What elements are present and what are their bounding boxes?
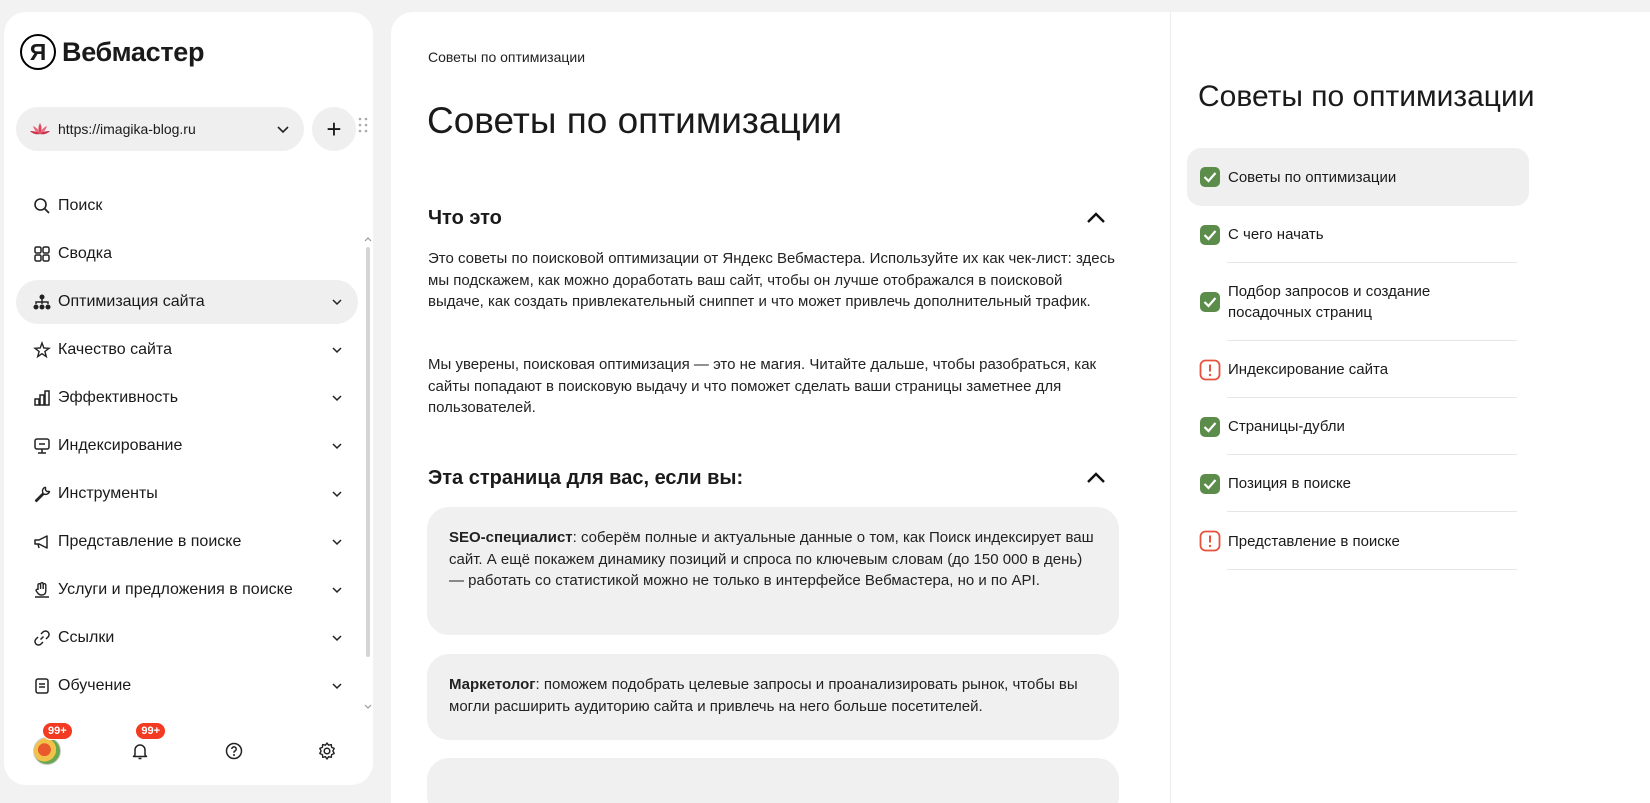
monitor-icon <box>32 436 52 456</box>
sidebar-item-label: Оптимизация сайта <box>58 293 205 310</box>
sidebar-item-site-optimization[interactable] <box>16 280 358 324</box>
toc-item[interactable] <box>1187 455 1529 512</box>
warning-icon <box>1199 530 1221 552</box>
toc-item[interactable] <box>1187 206 1529 263</box>
help-icon <box>224 741 244 761</box>
sidebar-item-label: Инструменты <box>58 485 158 502</box>
sidebar-item-label: Ссылки <box>58 629 115 646</box>
main-content <box>391 12 1650 803</box>
hand-icon <box>32 580 52 600</box>
audience-card-marketer <box>427 654 1119 740</box>
check-icon <box>1199 166 1221 188</box>
toc-item-label: Советы по оптимизации <box>1228 168 1397 186</box>
chevron-down-icon <box>276 122 290 136</box>
sidebar-item-tools[interactable] <box>16 472 358 516</box>
check-icon <box>1199 416 1221 438</box>
avatar <box>33 737 61 765</box>
scroll-down-icon[interactable] <box>362 702 374 712</box>
chevron-up-icon[interactable] <box>1084 206 1108 230</box>
yandex-logo-icon: Я <box>20 34 56 70</box>
audience-card-next <box>427 758 1119 803</box>
gear-icon <box>317 741 337 761</box>
chevron-down-icon <box>330 631 344 645</box>
toc-item-label: Представление в поиске <box>1228 532 1400 550</box>
chevron-down-icon <box>330 535 344 549</box>
section-paragraph: Это советы по поисковой оптимизации от Яндекс Вебмастера. Используйте их как чек-лист: здесь мы подскажем, как можно доработать ваш сайт, чтобы он лучше отображался в поисковой выдаче, как создать привлекательный сниппет и что может привлечь дополнительный трафик. <box>428 250 1115 310</box>
check-icon <box>1199 224 1221 246</box>
sidebar-nav <box>16 184 358 712</box>
grid-icon <box>32 244 52 264</box>
column-divider <box>1170 12 1171 803</box>
book-icon <box>32 676 52 696</box>
toc-item[interactable] <box>1187 341 1529 398</box>
chevron-down-icon <box>330 583 344 597</box>
megaphone-icon <box>32 532 52 552</box>
chevron-down-icon <box>330 439 344 453</box>
section-paragraph: Мы уверены, поисковая оптимизация — это не магия. Читайте дальше, чтобы разобраться, как сайты попадают в поисковую выдачу и что поможет сделать ваши страницы заметнее для пользователей. <box>428 356 1097 416</box>
bell-icon <box>130 741 150 761</box>
table-of-contents <box>1187 148 1529 570</box>
chevron-down-icon <box>330 487 344 501</box>
sidebar-item-label: Обучение <box>58 677 132 694</box>
lotus-favicon-icon <box>30 121 50 137</box>
star-sparkle-icon <box>32 340 52 360</box>
avatar-badge: 99+ <box>42 722 73 740</box>
toc-title: Советы по оптимизации <box>1198 80 1535 113</box>
chevron-down-icon <box>330 391 344 405</box>
sidebar-item-links[interactable] <box>16 616 358 660</box>
link-icon <box>32 628 52 648</box>
sidebar-item-label: Индексирование <box>58 437 183 454</box>
card-text: : соберём полные и актуальные данные о том, как Поиск индексирует ваш сайт. А ещё покажем динамику позиций и спроса по ключевым словам (до 150 000 в день) — работать со статистикой можно не только в интерфейсе Вебмастера, но и по API. <box>449 529 1094 589</box>
section-for-you-header[interactable] <box>428 466 1108 490</box>
sidebar-footer <box>20 727 350 775</box>
toc-item-label: Позиция в поиске <box>1228 475 1352 492</box>
sidebar-item-search[interactable] <box>16 184 358 228</box>
add-site-button[interactable]: + <box>312 107 356 151</box>
toc-item-label: Подбор запросов и создание посадочных страниц <box>1228 283 1431 321</box>
sidebar-item-label: Представление в поиске <box>58 533 242 550</box>
section-what-is-it-header[interactable] <box>428 206 1108 230</box>
card-text: : поможем подобрать целевые запросы и проанализировать рынок, чтобы вы могли расширить аудиторию сайта и привлечь на него больше посетителей. <box>449 676 1078 715</box>
toc-item[interactable] <box>1187 263 1529 341</box>
logo-text: Вебмастер <box>62 36 205 67</box>
toc-item[interactable] <box>1187 398 1529 455</box>
card-role: SEO-специалист <box>449 529 573 546</box>
sidebar-item-label: Услуги и предложения в поиске <box>58 581 293 598</box>
search-icon <box>32 196 52 216</box>
sidebar-item-indexing[interactable] <box>16 424 358 468</box>
audience-card-seo <box>427 507 1119 635</box>
sidebar-item-label: Эффективность <box>58 389 179 406</box>
toc-item[interactable] <box>1187 512 1529 570</box>
section-title: Что это <box>428 206 502 229</box>
warning-icon <box>1199 359 1221 381</box>
breadcrumb[interactable]: Советы по оптимизации <box>428 49 586 65</box>
toc-item-label: С чего начать <box>1228 226 1324 243</box>
sidebar <box>4 12 373 785</box>
check-icon <box>1199 473 1221 495</box>
sidebar-item-label: Сводка <box>58 245 113 262</box>
chevron-down-icon <box>330 295 344 309</box>
avatar-button[interactable] <box>32 725 67 766</box>
section-title: Эта страница для вас, если вы: <box>428 466 744 489</box>
sidebar-item-learning[interactable] <box>16 664 358 708</box>
site-selector[interactable] <box>16 107 304 151</box>
card-role: Маркетолог <box>449 676 536 693</box>
toc-item-label: Индексирование сайта <box>1228 361 1389 378</box>
sidebar-item-site-quality[interactable] <box>16 328 358 372</box>
toc-divider <box>1227 569 1517 570</box>
scroll-up-icon[interactable] <box>362 234 374 244</box>
check-icon <box>1199 291 1221 313</box>
chevron-down-icon <box>330 343 344 357</box>
notifications-button[interactable] <box>125 725 160 766</box>
sidebar-item-label: Поиск <box>58 197 103 214</box>
page-title: Советы по оптимизации <box>427 100 843 141</box>
chevron-down-icon <box>330 679 344 693</box>
drag-handle-icon[interactable] <box>358 116 368 134</box>
toc-item[interactable] <box>1187 148 1529 206</box>
wrench-icon <box>32 484 52 504</box>
sidebar-scrollbar[interactable] <box>366 247 370 657</box>
bar-chart-icon <box>32 388 52 408</box>
site-url: https://imagika-blog.ru <box>58 121 196 137</box>
sidebar-item-label: Качество сайта <box>58 341 172 358</box>
sidebar-item-efficiency[interactable] <box>16 376 358 420</box>
sitemap-icon <box>32 292 52 312</box>
sidebar-item-services[interactable] <box>16 568 358 612</box>
sidebar-item-search-appearance[interactable] <box>16 520 358 564</box>
settings-button[interactable] <box>312 736 342 766</box>
sidebar-item-summary[interactable] <box>16 232 358 276</box>
logo[interactable] <box>20 34 204 70</box>
notifications-badge: 99+ <box>135 722 166 740</box>
chevron-up-icon[interactable] <box>1084 466 1108 490</box>
toc-item-label: Страницы-дубли <box>1228 418 1345 435</box>
help-button[interactable] <box>219 736 249 766</box>
